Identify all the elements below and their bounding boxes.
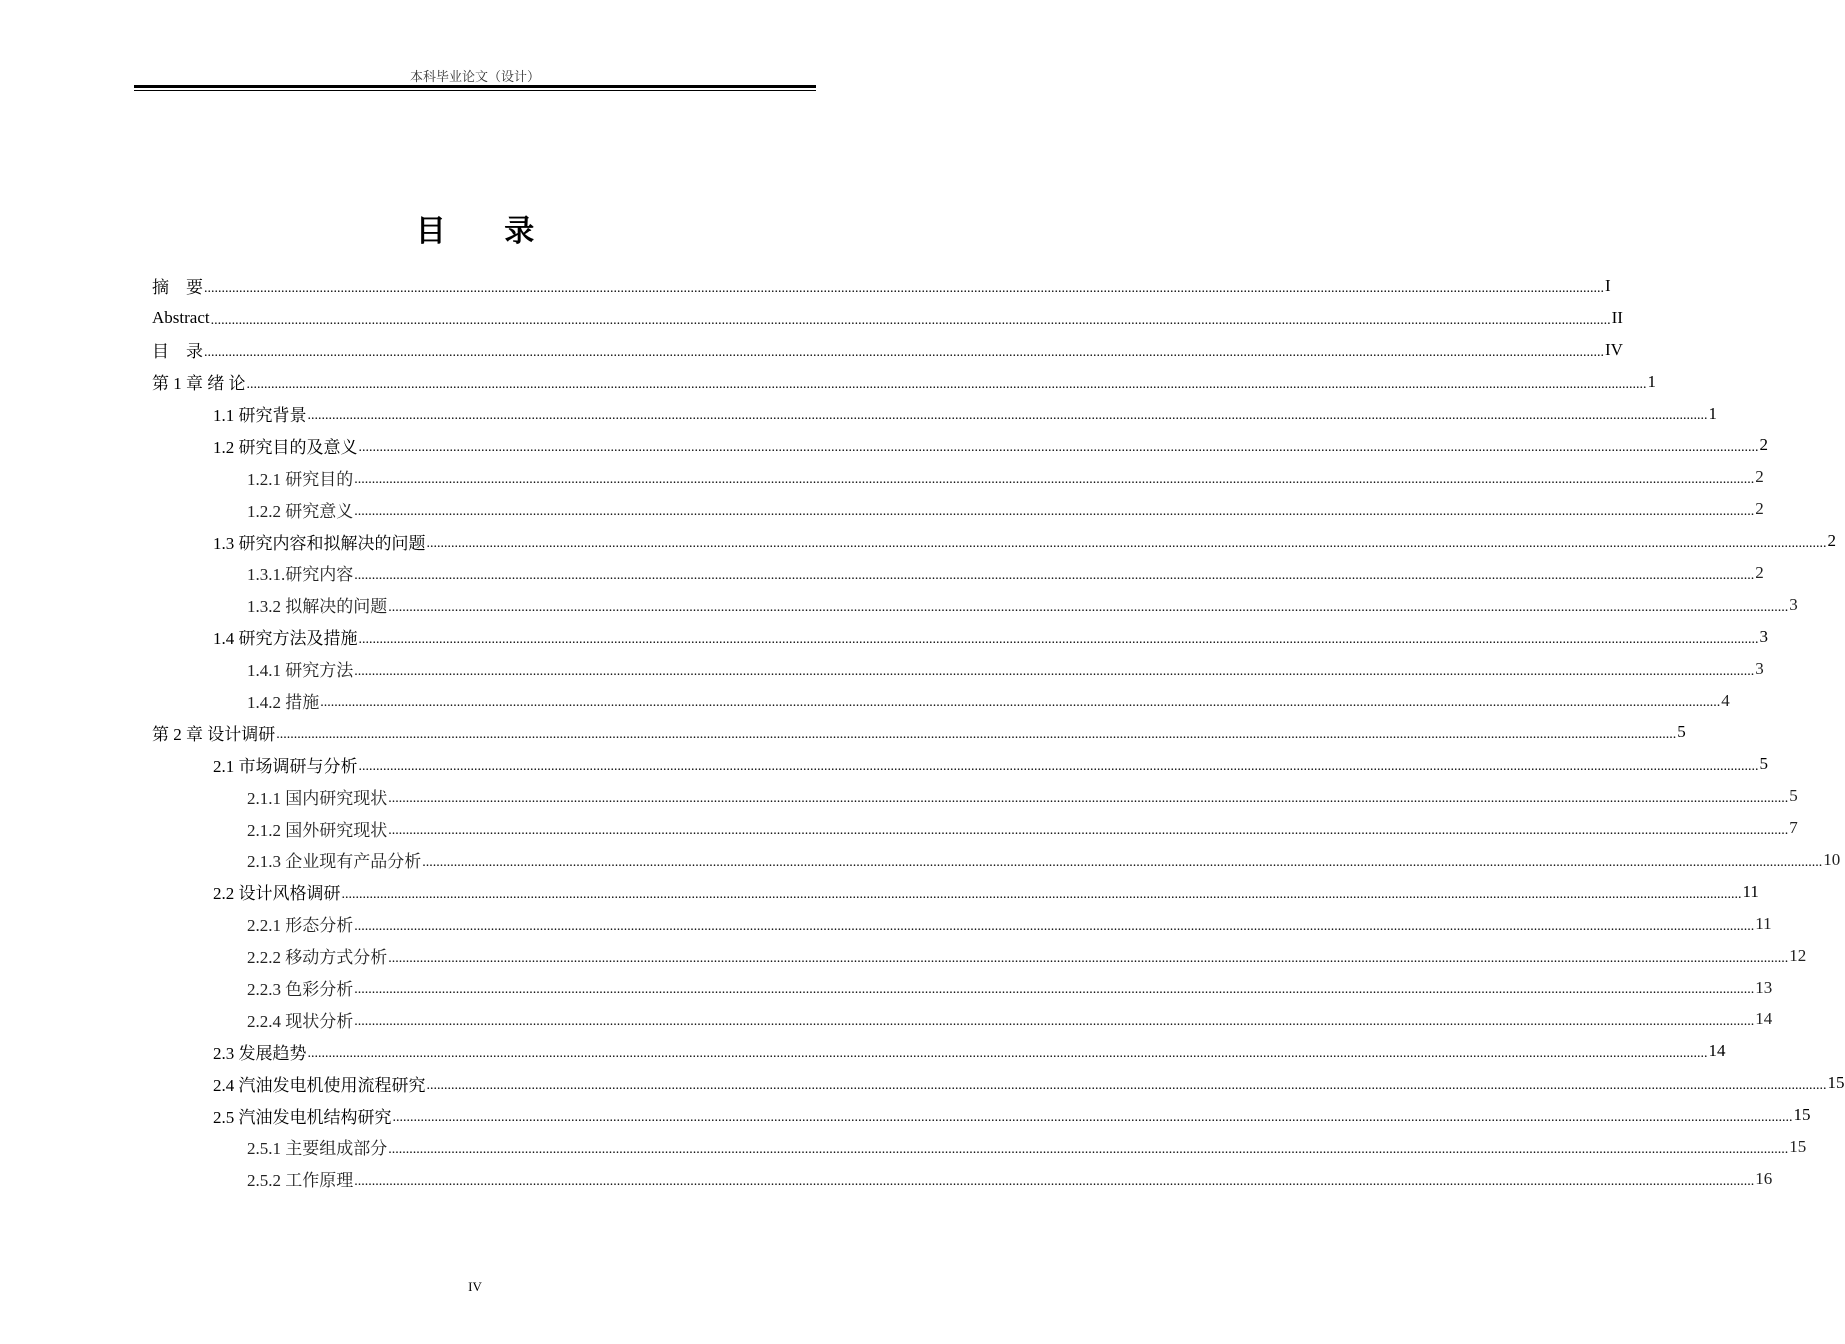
toc-entry-page: 15 [1789, 1136, 1807, 1156]
toc-entry-page: II [1611, 307, 1623, 327]
running-header: 本科毕业论文（设计） [409, 69, 540, 84]
toc-leader-dots: ................................................................................................................................................................................................................................................................................................................................................................................................................ [204, 280, 1604, 296]
toc-entry-label: 1.3.1.研究内容 [247, 565, 354, 585]
toc-entry[interactable] [152, 557, 1764, 589]
toc-entry[interactable] [152, 334, 1623, 366]
toc-entry-page: 3 [1759, 626, 1768, 646]
toc-entry-page: I [1605, 275, 1611, 295]
toc-entry-page: 4 [1721, 690, 1730, 710]
toc-entry-page: 5 [1759, 754, 1768, 774]
toc-entry[interactable] [152, 685, 1730, 717]
toc-entry[interactable] [152, 1003, 1773, 1035]
toc-entry[interactable] [152, 844, 1841, 876]
toc-entry-page: 2 [1755, 499, 1764, 519]
toc-leader-dots: ................................................................................................................................................................................................................................................................................................................................................................................................................ [204, 344, 1604, 360]
toc-entry-label: 2.2.4 现状分析 [247, 1011, 354, 1031]
toc-entry-page: 7 [1789, 818, 1798, 838]
toc-entry-label: 1.4 研究方法及措施 [213, 629, 358, 649]
toc-entry-page: 13 [1755, 977, 1773, 997]
toc-entry-label: 摘 要 [152, 278, 203, 298]
toc-leader-dots: ................................................................................................................................................................................................................................................................................................................................................................................................................ [426, 1078, 1827, 1094]
toc-entry[interactable] [152, 876, 1759, 908]
toc-entry[interactable] [152, 1067, 1845, 1099]
toc-entry-label: 1.4.2 措施 [247, 693, 320, 713]
toc-entry-page: 2 [1827, 531, 1836, 551]
toc-entry-label: 目 录 [152, 342, 203, 362]
toc-leader-dots: ................................................................................................................................................................................................................................................................................................................................................................................................................ [354, 918, 1755, 934]
header-rule-thick [134, 85, 816, 88]
toc-leader-dots: ................................................................................................................................................................................................................................................................................................................................................................................................................ [320, 695, 1721, 711]
toc-leader-dots: ................................................................................................................................................................................................................................................................................................................................................................................................................ [210, 312, 1611, 328]
toc-leader-dots: ................................................................................................................................................................................................................................................................................................................................................................................................................ [358, 759, 1759, 775]
toc-leader-dots: ................................................................................................................................................................................................................................................................................................................................................................................................................ [388, 823, 1789, 839]
toc-entry-label: 2.5 汽油发电机结构研究 [213, 1107, 392, 1127]
toc-leader-dots: ................................................................................................................................................................................................................................................................................................................................................................................................................ [354, 567, 1755, 583]
toc-entry-label: 2.2 设计风格调研 [213, 884, 341, 904]
toc-leader-dots: ................................................................................................................................................................................................................................................................................................................................................................................................................ [426, 536, 1827, 552]
toc-entry-page: 2 [1755, 467, 1764, 487]
toc-leader-dots: ................................................................................................................................................................................................................................................................................................................................................................................................................ [388, 1141, 1789, 1157]
toc-entry[interactable] [152, 429, 1768, 461]
toc-entry[interactable] [152, 1163, 1773, 1195]
toc-entry[interactable] [152, 461, 1764, 493]
toc-entry-page: 10 [1823, 849, 1841, 869]
toc-entry-page: 16 [1755, 1168, 1773, 1188]
toc-entry[interactable] [152, 398, 1717, 430]
toc-leader-dots: ................................................................................................................................................................................................................................................................................................................................................................................................................ [392, 1110, 1793, 1126]
toc-entry-page: 15 [1827, 1073, 1845, 1093]
toc-entry-label: 2.1.2 国外研究现状 [247, 820, 388, 840]
toc-leader-dots: ................................................................................................................................................................................................................................................................................................................................................................................................................ [388, 599, 1789, 615]
toc-entry[interactable] [152, 589, 1798, 621]
toc-leader-dots: ................................................................................................................................................................................................................................................................................................................................................................................................................ [354, 1014, 1755, 1030]
toc-leader-dots: ................................................................................................................................................................................................................................................................................................................................................................................................................ [354, 1173, 1755, 1189]
toc-entry[interactable] [152, 908, 1772, 940]
toc-entry-page: 5 [1677, 722, 1686, 742]
toc-entry[interactable] [152, 780, 1798, 812]
toc-leader-dots: ................................................................................................................................................................................................................................................................................................................................................................................................................ [246, 376, 1647, 392]
toc-entry-page: 15 [1793, 1105, 1811, 1125]
toc-entry[interactable] [152, 621, 1768, 653]
toc-entry-page: 3 [1755, 658, 1764, 678]
toc-entry-label: 2.2.2 移动方式分析 [247, 948, 388, 968]
toc-entry[interactable] [152, 1099, 1811, 1131]
toc-leader-dots: ................................................................................................................................................................................................................................................................................................................................................................................................................ [388, 791, 1789, 807]
toc-leader-dots: ................................................................................................................................................................................................................................................................................................................................................................................................................ [276, 727, 1677, 743]
toc-entry[interactable] [152, 366, 1656, 398]
toc-leader-dots: ................................................................................................................................................................................................................................................................................................................................................................................................................ [354, 472, 1755, 488]
toc-entry-label: 第 2 章 设计调研 [152, 724, 276, 744]
toc-entry-page: 14 [1755, 1009, 1773, 1029]
toc-entry-label: 2.2.3 色彩分析 [247, 980, 354, 1000]
toc-entry[interactable] [152, 972, 1773, 1004]
table-of-contents [152, 270, 1845, 1195]
toc-leader-dots: ................................................................................................................................................................................................................................................................................................................................................................................................................ [307, 408, 1708, 424]
header-rule-thin [134, 90, 816, 91]
toc-entry-label: 2.1.3 企业现有产品分析 [247, 852, 422, 872]
toc-entry[interactable] [152, 940, 1807, 972]
toc-leader-dots: ................................................................................................................................................................................................................................................................................................................................................................................................................ [358, 440, 1759, 456]
toc-entry-page: 11 [1742, 881, 1759, 901]
toc-entry-page: 3 [1789, 594, 1798, 614]
toc-leader-dots: ................................................................................................................................................................................................................................................................................................................................................................................................................ [307, 1046, 1708, 1062]
page-number: IV [468, 1279, 482, 1294]
toc-entry[interactable] [152, 748, 1768, 780]
toc-entry-page: 14 [1708, 1041, 1726, 1061]
toc-entry-label: 1.3.2 拟解决的问题 [247, 597, 388, 617]
toc-entry-label: 2.1.1 国内研究现状 [247, 788, 388, 808]
toc-entry-label: 1.2 研究目的及意义 [213, 437, 358, 457]
toc-entry-page: 2 [1755, 562, 1764, 582]
toc-entry[interactable] [152, 1035, 1726, 1067]
toc-entry[interactable] [152, 525, 1836, 557]
toc-entry-label: 2.1 市场调研与分析 [213, 756, 358, 776]
toc-leader-dots: ................................................................................................................................................................................................................................................................................................................................................................................................................ [358, 631, 1759, 647]
toc-entry[interactable] [152, 812, 1798, 844]
toc-entry[interactable] [152, 302, 1623, 334]
toc-entry-page: 12 [1789, 945, 1807, 965]
toc-entry[interactable] [152, 1131, 1807, 1163]
toc-leader-dots: ................................................................................................................................................................................................................................................................................................................................................................................................................ [354, 663, 1755, 679]
toc-entry-label: 2.5.2 工作原理 [247, 1171, 354, 1191]
toc-entry-label: 2.3 发展趋势 [213, 1043, 307, 1063]
toc-entry-label: 1.2.1 研究目的 [247, 469, 354, 489]
toc-entry[interactable] [152, 716, 1686, 748]
toc-entry-label: Abstract [152, 307, 210, 327]
toc-entry[interactable] [152, 493, 1764, 525]
toc-entry-label: 第 1 章 绪 论 [152, 374, 246, 394]
toc-leader-dots: ................................................................................................................................................................................................................................................................................................................................................................................................................ [354, 504, 1755, 520]
toc-entry-page: 1 [1708, 403, 1717, 423]
page-title: 目 录 [415, 214, 559, 249]
toc-leader-dots: ................................................................................................................................................................................................................................................................................................................................................................................................................ [388, 950, 1789, 966]
toc-leader-dots: ................................................................................................................................................................................................................................................................................................................................................................................................................ [422, 854, 1823, 870]
toc-entry-page: 2 [1759, 435, 1768, 455]
toc-entry-page: 11 [1755, 913, 1772, 933]
toc-leader-dots: ................................................................................................................................................................................................................................................................................................................................................................................................................ [354, 982, 1755, 998]
toc-entry[interactable] [152, 653, 1764, 685]
toc-entry-label: 2.5.1 主要组成部分 [247, 1139, 388, 1159]
toc-entry-label: 1.2.2 研究意义 [247, 501, 354, 521]
toc-entry-label: 1.4.1 研究方法 [247, 661, 354, 681]
toc-entry[interactable] [152, 270, 1611, 302]
toc-entry-page: 1 [1647, 371, 1656, 391]
toc-entry-label: 1.3 研究内容和拟解决的问题 [213, 533, 426, 553]
toc-leader-dots: ................................................................................................................................................................................................................................................................................................................................................................................................................ [341, 886, 1742, 902]
toc-entry-label: 2.2.1 形态分析 [247, 916, 354, 936]
toc-entry-label: 1.1 研究背景 [213, 406, 307, 425]
toc-entry-label: 2.4 汽油发电机使用流程研究 [213, 1075, 426, 1095]
toc-entry-page: IV [1605, 339, 1623, 359]
toc-entry-page: 5 [1789, 786, 1798, 806]
